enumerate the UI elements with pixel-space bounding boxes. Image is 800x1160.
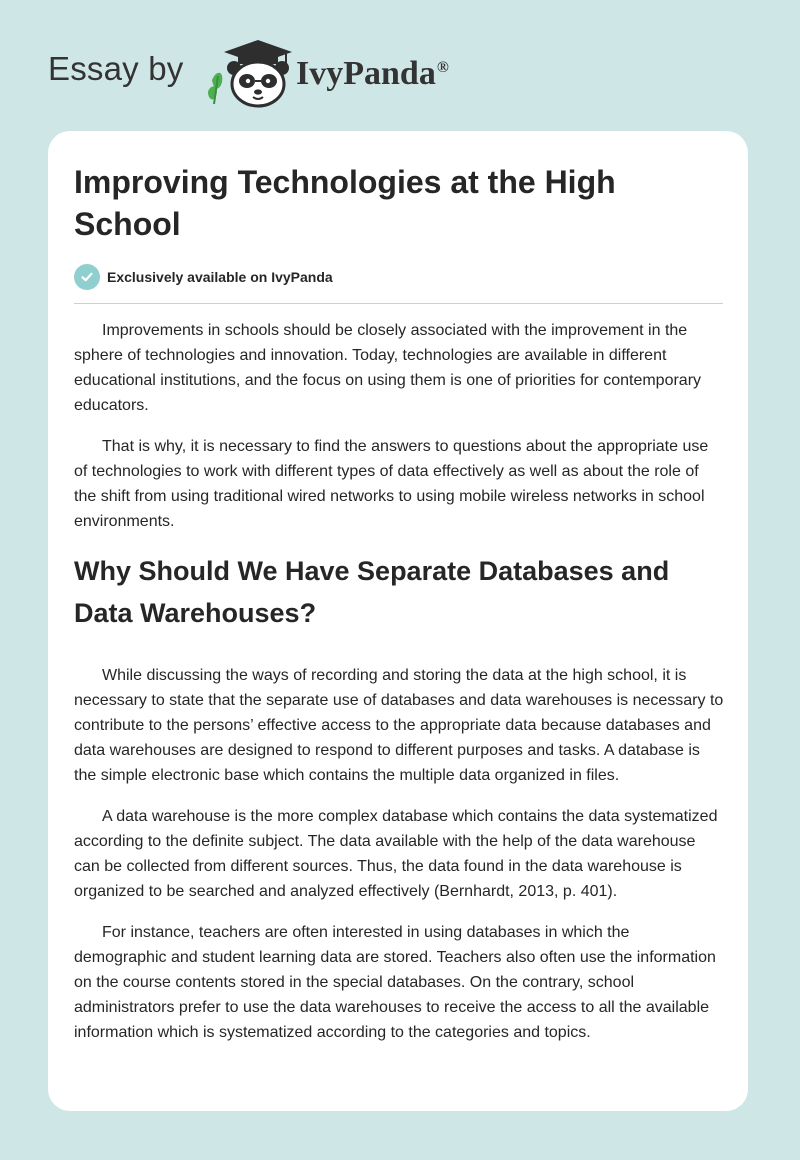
check-icon (74, 264, 100, 290)
exclusive-badge (74, 264, 333, 290)
essay-card (48, 131, 748, 1111)
section-paragraph-1: While discussing the ways of recording and storing the data at the high school, it is necessary to state that the separate use of databases and data warehouses is necessary to contribute to the persons’ effective access to the appropriate data because databases and data warehouses are designed to respond to different purposes and tasks. A database is the simple electronic base which contains the multiple data organized in files. (74, 667, 724, 784)
brand-name[interactable]: IvyPanda® (296, 55, 449, 92)
section-heading: Why Should We Have Separate Databases and Data Warehouses? (74, 556, 670, 628)
panda-graduate-icon[interactable] (198, 36, 294, 108)
section-paragraph-2: A data warehouse is the more complex database which contains the data systematized according to the definite subject. The data available with the help of the data warehouse can be collected from different sources. Thus, the data found in the data warehouse is organized to be searched and analyzed effectively (Bernhardt, 2013, p. 401). (74, 808, 718, 900)
intro-paragraph-1: Improvements in schools should be closely associated with the improvement in the sphere of technologies and innovation. Today, technologies are available in different educational institutions, and the focus on using them is one of priorities for contemporary educators. (74, 322, 702, 414)
essay-body (74, 318, 724, 1061)
page-title: Improving Technologies at the High School (74, 164, 616, 242)
brand-prefix: Essay by (48, 50, 184, 87)
intro-paragraph-2: That is why, it is necessary to find the answers to questions about the appropriate use of technologies to work with different types of data effectively as well as about the role of the shift from using traditional wired networks to using mobile wireless networks in school environments. (74, 438, 709, 530)
registered-mark: ® (436, 58, 449, 76)
exclusive-text: Exclusively available on IvyPanda (107, 269, 333, 285)
site-header (0, 0, 800, 130)
divider (74, 303, 723, 304)
section-paragraph-3: For instance, teachers are often interested in using databases in which the demographic and student learning data are stored. Teachers also often use the information on the course contents stored in the special databases. On the contrary, school administrators prefer to use the data warehouses to receive the access to all the available information which is systematized according to the categories and topics. (74, 924, 716, 1041)
